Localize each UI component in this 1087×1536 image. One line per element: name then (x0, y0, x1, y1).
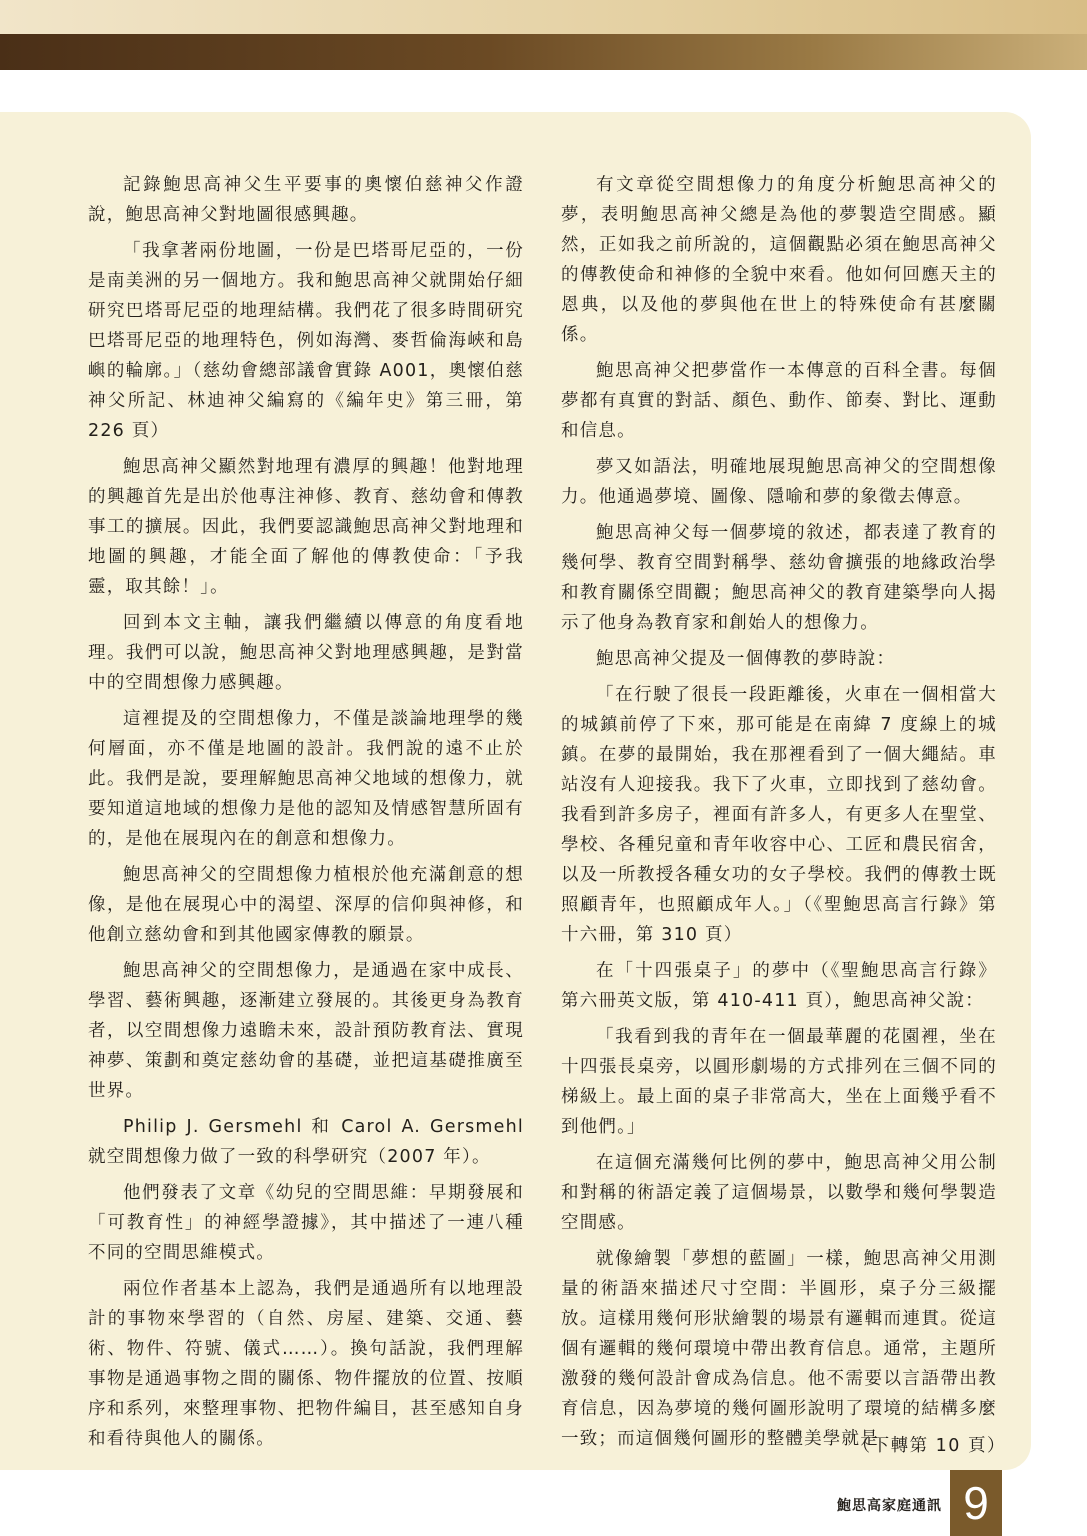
paragraph: 記錄鮑思高神父生平要事的奧懷伯慈神父作證說，鮑思高神父對地圖很感興趣。 (88, 175, 524, 225)
header-band-brown (0, 34, 1087, 70)
paragraph: 在「十四張桌子」的夢中（《聖鮑思高言行錄》第六冊英文版，第 410-411 頁），鮑思高神父說： (561, 961, 997, 1011)
quote-paragraph: 「我看到我的青年在一個最華麗的花園裡，坐在十四張長桌旁，以圓形劇場的方式排列在三個不同的梯級上。最上面的桌子非常高大，坐在上面幾乎看不到他們。」 (561, 1027, 997, 1137)
left-column (88, 170, 524, 1460)
paragraph: 鮑思高神父的空間想像力植根於他充滿創意的想像，是他在展現心中的渴望、深厚的信仰與神修，和他創立慈幼會和到其他國家傳教的願景。 (88, 865, 524, 945)
paragraph: 在這個充滿幾何比例的夢中，鮑思高神父用公制和對稱的術語定義了這個場景，以數學和幾何學製造空間感。 (561, 1153, 997, 1233)
paragraph: 鮑思高神父提及一個傳教的夢時說： (596, 649, 896, 669)
paragraph: 鮑思高神父把夢當作一本傳意的百科全書。每個夢都有真實的對話、顏色、動作、節奏、對比、運動和信息。 (561, 361, 997, 441)
paragraph: 回到本文主軸，讓我們繼續以傳意的角度看地理。我們可以說，鮑思高神父對地理感興趣，是對當中的空間想像力感興趣。 (88, 613, 524, 693)
header-band (0, 0, 1087, 70)
paragraph: 兩位作者基本上認為，我們是通過所有以地理設計的事物來學習的（自然、房屋、建築、交通、藝術、物件、符號、儀式……）。換句話說，我們理解事物是通過事物之間的關係、物件擺放的位置、按順序和系列，來整理事物、把物件編目，甚至感知自身和看待與他人的關係。 (88, 1279, 524, 1449)
paragraph: 他們發表了文章《幼兒的空間思維：早期發展和「可教育性」的神經學證據》，其中描述了一連八種不同的空間思維模式。 (88, 1183, 524, 1263)
paragraph: 鮑思高神父顯然對地理有濃厚的興趣！他對地理的興趣首先是出於他專注神修、教育、慈幼會和傳教事工的擴展。因此，我們要認識鮑思高神父對地理和地圖的興趣，才能全面了解他的傳教使命：「予我靈，取其餘！」。 (88, 457, 524, 597)
page-number: 9 (950, 1470, 1002, 1536)
quote-paragraph: 「在行駛了很長一段距離後，火車在一個相當大的城鎮前停了下來，那可能是在南緯 7 度線上的城鎮。在夢的最開始，我在那裡看到了一個大繩結。車站沒有人迎接我。我下了火車，立即找到了慈幼會。我看到許多房子，裡面有許多人，有更多人在聖堂、學校、各種兒童和青年收容中心、工匠和農民宿舍，以及一所教授各種女功的女子學校。我們的傳教士既照顧青年，也照顧成年人。」（《聖鮑思高言行錄》第十六冊，第 310 頁） (561, 685, 997, 945)
paragraph: 「我拿著兩份地圖，一份是巴塔哥尼亞的，一份是南美洲的另一個地方。我和鮑思高神父就開始仔細研究巴塔哥尼亞的地理結構。我們花了很多時間研究巴塔哥尼亞的地理特色，例如海灣、麥哲倫海峽和島嶼的輪廓。」（慈幼會總部議會實錄 A001，奧懷伯慈神父所記、林迪神父編寫的《編年史》第三冊，第 226 頁） (88, 241, 524, 441)
paragraph: 就像繪製「夢想的藍圖」一樣，鮑思高神父用測量的術語來描述尺寸空間：半圓形，桌子分三級擺放。這樣用幾何形狀繪製的場景有邏輯而連貫。從這個有邏輯的幾何環境中帶出教育信息。通常，主題所激發的幾何設計會成為信息。他不需要以言語帶出教育信息，因為夢境的幾何圖形說明了環境的結構多麼一致；而這個幾何圖形的整體美學就是 (561, 1249, 997, 1449)
paragraph: 有文章從空間想像力的角度分析鮑思高神父的夢，表明鮑思高神父總是為他的夢製造空間感。顯然，正如我之前所說的，這個觀點必須在鮑思高神父的傳教使命和神修的全貌中來看。他如何回應天主的恩典，以及他的夢與他在世上的特殊使命有甚麼關係。 (561, 175, 997, 345)
paragraph: Philip J. Gersmehl 和 Carol A. Gersmehl 就空間想像力做了一致的科學研究（2007 年）。 (88, 1117, 524, 1167)
paragraph: 鮑思高神父的空間想像力，是通過在家中成長、學習、藝術興趣，逐漸建立發展的。其後更身為教育者，以空間想像力遠瞻未來，設計預防教育法、實現神夢、策劃和奠定慈幼會的基礎，並把這基礎推廣至世界。 (88, 961, 524, 1101)
paragraph: 這裡提及的空間想像力，不僅是談論地理學的幾何層面，亦不僅是地圖的設計。我們說的遠不止於此。我們是說，要理解鮑思高神父地域的想像力，就要知道這地域的想像力是他的認知及情感智慧所固有的，是他在展現內在的創意和想像力。 (88, 709, 524, 849)
paragraph: 夢又如語法，明確地展現鮑思高神父的空間想像力。他通過夢境、圖像、隱喻和夢的象徵去傳意。 (561, 457, 997, 507)
header-band-gold (0, 0, 1087, 34)
continued-note: （下轉第 10 頁） (852, 1436, 1006, 1456)
paragraph: 鮑思高神父每一個夢境的敘述，都表達了教育的幾何學、教育空間對稱學、慈幼會擴張的地緣政治學和教育關係空間觀；鮑思高神父的教育建築學向人揭示了他身為教育家和創始人的想像力。 (561, 523, 997, 633)
right-column (561, 170, 997, 1460)
publication-title: 鮑思高家庭通訊 (837, 1498, 942, 1514)
